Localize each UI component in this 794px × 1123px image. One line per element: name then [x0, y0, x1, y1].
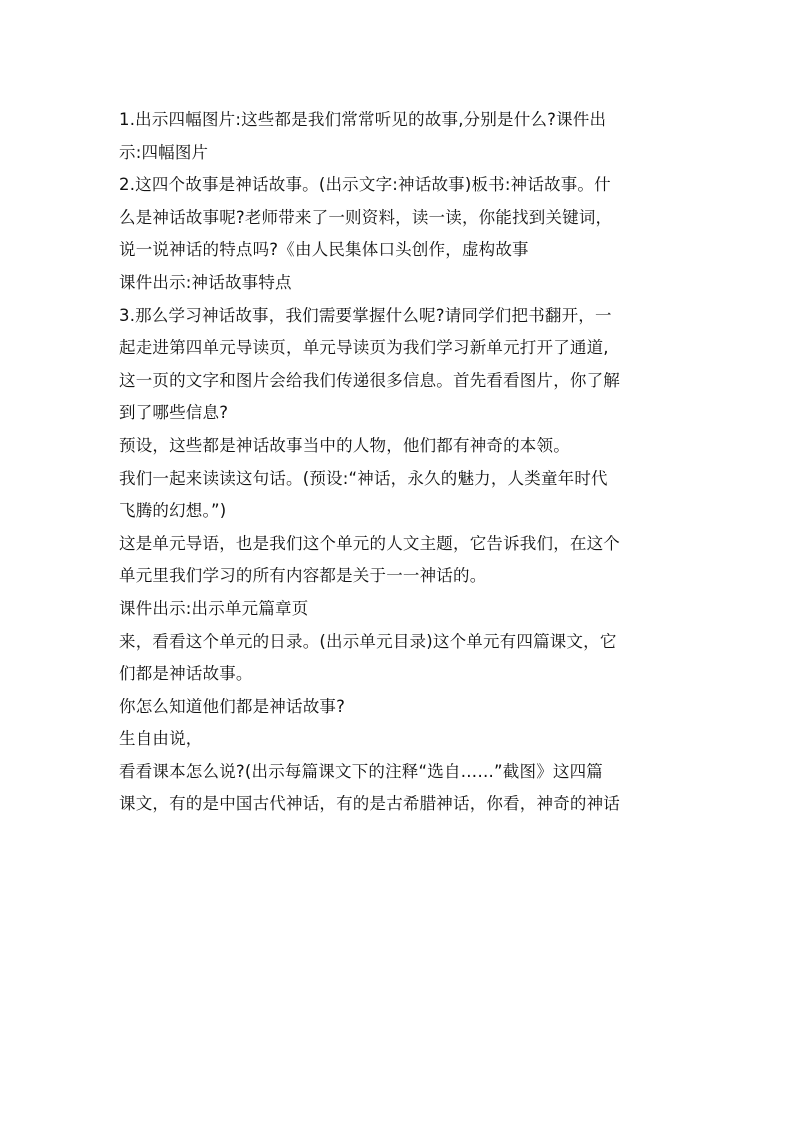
- text-line: 1.出示四幅图片:这些都是我们常常听见的故事,分别是什么?课件出: [119, 110, 607, 129]
- text-line: 课件出示:神话故事特点: [119, 272, 292, 292]
- text-line: 2.这四个故事是神话故事。(出示文字:神话故事)板书:神话故事。什: [119, 175, 611, 195]
- text-line: 到了哪些信息?: [119, 403, 229, 423]
- text-line: 说一说神话的特点吗?《由人民集体口头创作，虚构故事: [119, 240, 529, 260]
- text-line: 来，看看这个单元的日录。(出示单元目录)这个单元有四篇课文，它: [119, 631, 617, 651]
- text-line: 这一页的文字和图片会给我们传递很多信息。首先看看图片，你了解: [119, 370, 620, 390]
- text-line: 你怎么知道他们都是神话故事?: [119, 696, 346, 716]
- text-line: 们都是神话故事。: [119, 664, 253, 684]
- text-line: 预设，这些都是神话故事当中的人物，他们都有神奇的本领。: [119, 435, 570, 455]
- text-line: 课文，有的是中国古代神话，有的是古希腊神话，你看，神奇的神话: [119, 794, 620, 814]
- text-line: 么是神话故事呢?老师带来了一则资料，读一读，你能找到关键词，: [119, 207, 613, 227]
- document-body: [119, 104, 679, 821]
- text-line: 我们一起来读读这句话。(预设:“神话，永久的魅力，人类童年时代: [119, 468, 608, 488]
- text-line: 课件出示:出示单元篇章页: [119, 598, 309, 618]
- text-line: 飞腾的幻想。”): [119, 501, 227, 521]
- text-line: 看看课本怎么说?(出示每篇课文下的注释“选自……”截图》这四篇: [119, 761, 603, 781]
- text-line: 这是单元导语，也是我们这个单元的人文主题，它告诉我们，在这个: [119, 533, 620, 553]
- text-line: 3.那么学习神话故事，我们需要掌握什么呢?请同学们把书翻开，一: [119, 305, 612, 325]
- text-line: 起走进第四单元导读页，单元导读页为我们学习新单元打开了通道,: [119, 338, 609, 358]
- text-line: 示:四幅图片: [119, 142, 209, 162]
- text-line: 单元里我们学习的所有内容都是关于一一神话的。: [119, 566, 487, 586]
- text-line: 生自由说，: [119, 729, 203, 749]
